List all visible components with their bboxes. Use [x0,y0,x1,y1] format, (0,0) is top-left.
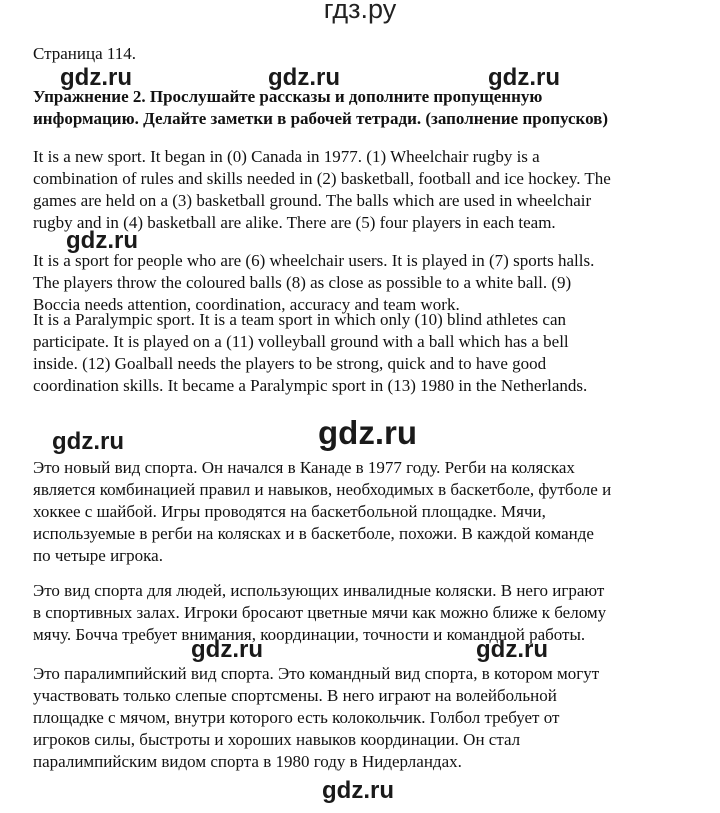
text-line: The players throw the coloured balls (8) as close as possible to a white ball. (9) [33,273,572,292]
text-line: участвовать только слепые спортсмены. В него играют на волейбольной [33,686,557,705]
watermark: gdz.ru [268,64,340,91]
paragraph-boccia-en [33,250,693,316]
text-line: It is a Paralympic sport. It is a team sport in which only (10) blind athletes can [33,310,567,329]
text-line: Это паралимпийский вид спорта. Это командный вид спорта, в котором могут [33,664,600,683]
text-line: Это вид спорта для людей, использующих инвалидные коляски. В него играют [33,581,605,600]
watermark: gdz.ru [476,636,548,663]
paragraph-wheelchair-rugby-ru [33,457,693,567]
paragraph-wheelchair-rugby-en [33,146,693,234]
text-line: хоккее с шайбой. Игры проводятся на баскетбольной площадке. Мячи, [33,502,546,521]
exercise-title [33,86,693,130]
text-line: rugby and in (4) basketball are alike. There are (5) four players in each team. [33,213,556,232]
text-line: participate. It is played on a (11) volleyball ground with a ball which has a bell [33,332,569,351]
text-line: inside. (12) Goalball needs the players to be strong, quick and to have good [33,354,547,373]
watermark: gdz.ru [66,227,138,254]
text-line: Boccia needs attention, coordination, accuracy and team work. [33,295,460,314]
text-line: It is a new sport. It began in (0) Canada in 1977. (1) Wheelchair rugby is a [33,147,540,166]
text-line: используемые в регби на колясках и в баскетболе, похожи. В каждой команде [33,524,594,543]
paragraph-goalball-ru [33,663,693,773]
exercise-title-line: информацию. Делайте заметки в рабочей тетради. (заполнение пропусков) [33,109,609,128]
text-line: площадке с мячом, внутри которого есть колокольчик. Голбол требует от [33,708,560,727]
watermark: gdz.ru [52,428,124,455]
text-line: по четыре игрока. [33,546,163,565]
paragraph-boccia-ru [33,580,693,646]
text-line: является комбинацией правил и навыков, необходимых в баскетболе, футболе и [33,480,612,499]
watermark: gdz.ru [322,777,394,804]
paragraph-goalball-en [33,309,693,397]
text-line: It is a sport for people who are (6) wheelchair users. It is played in (7) sports halls. [33,251,595,270]
text-line: Это новый вид спорта. Он начался в Канаде в 1977 году. Регби на колясках [33,458,575,477]
text-line: мячу. Бочча требует внимания, координации, точности и командной работы. [33,625,586,644]
watermark: gdz.ru [318,414,417,451]
watermark: gdz.ru [60,64,132,91]
text-line: games are held on a (3) basketball ground. The balls which are used in wheelchair [33,191,592,210]
watermark: gdz.ru [488,64,560,91]
text-line: паралимпийским видом спорта в 1980 году в Нидерландах. [33,752,462,771]
watermark: gdz.ru [191,636,263,663]
page-label: Страница 114. [33,44,137,63]
text-line: игроков силы, быстроты и хороших навыков координации. Он стал [33,730,521,749]
exercise-title-line: Упражнение 2. Прослушайте рассказы и дополните пропущенную [33,87,543,106]
text-line: combination of rules and skills needed in (2) basketball, football and ice hockey. The [33,169,611,188]
text-line: в спортивных залах. Игроки бросают цветные мячи как можно ближе к белому [33,603,607,622]
site-header: гдз.ру [323,0,397,24]
text-line: coordination skills. It became a Paralympic sport in (13) 1980 in the Netherlands. [33,376,588,395]
